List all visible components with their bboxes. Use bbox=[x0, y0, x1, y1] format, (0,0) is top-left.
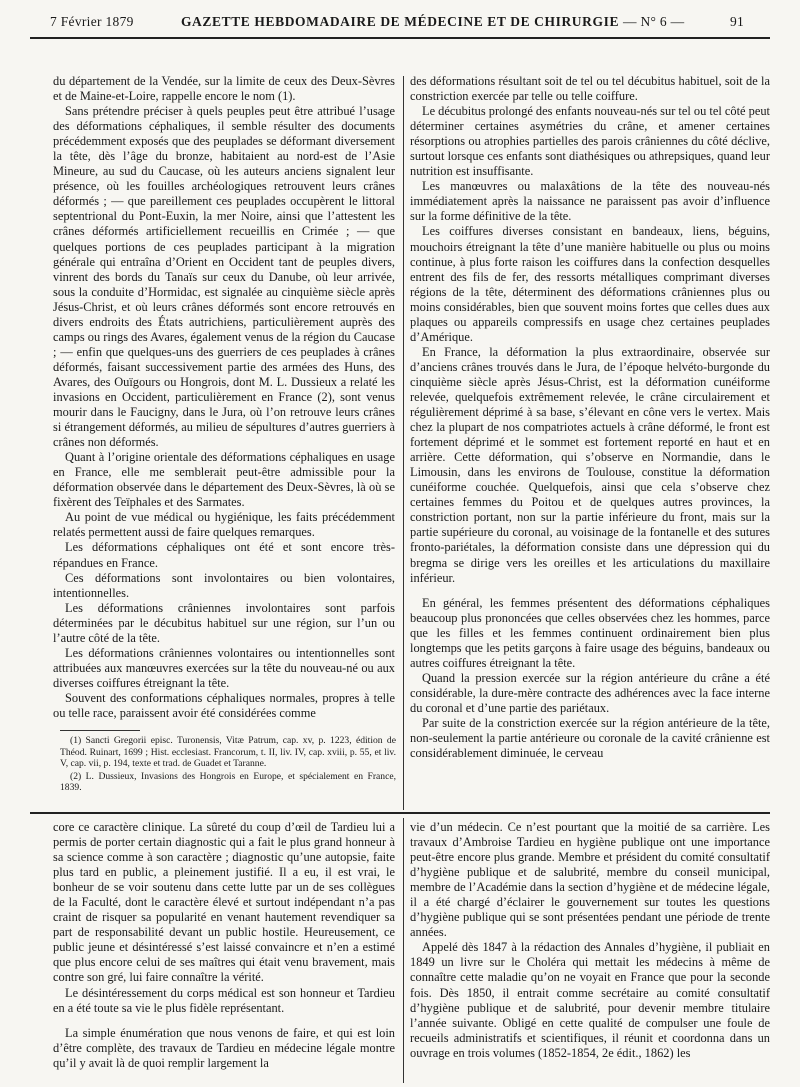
article-column-left bbox=[53, 74, 395, 728]
paragraph: Quand la pression exercée sur la région antérieure du crâne a été considérable, la dure-mère contracte des adhérences avec la face interne du coronal et d’une partie des pariétaux. bbox=[410, 670, 770, 715]
paragraph: Le désintéressement du corps médical est son honneur et Tardieu en a été toute sa vie le plus fidèle représentant. bbox=[53, 985, 395, 1015]
paragraph: vie d’un médecin. Ce n’est pourtant que la moitié de sa carrière. Les travaux d’Ambroise Tardieu en hygiène publique ont une importance peut-être encore plus grande. Membre et président du comité consultatif d’hygiène publique et de salubrité, membre du conseil municipal, membre de l’Académie dans la section d’hygiène et de médecine légale, il a été chargé d’éclairer le gouvernement sur toutes les questions d’hygiène publique qui se sont présentées pendant une période de trente années. bbox=[410, 820, 770, 940]
paragraph: Souvent des conformations céphaliques normales, propres à telle ou telle race, paraissent avoir été considérées comme bbox=[53, 690, 395, 720]
page-header bbox=[0, 0, 800, 38]
paragraph: Les déformations crâniennes volontaires ou intentionnelles sont attribuées aux manœuvres exercées sur la tête du nouveau-né ou aux diverses coiffures étreignant la tête. bbox=[53, 645, 395, 690]
paragraph: Les coiffures diverses consistant en bandeaux, liens, béguins, mouchoirs étreignant la tête d’une manière habituelle ou plus ou moins continue, à plus forte raison les coiffures dans la confection desquelles entrent des fils de fer, des ressorts métalliques comprimant diverses régions de la tête, déterminent des déformations crâniennes plus ou moins considérables, bien que souvent moins fortes que celles dues aux plaques ou appareils compressifs en usage chez certaines peuplades d’Amérique. bbox=[410, 224, 770, 344]
obituary-column-left bbox=[53, 820, 395, 1082]
column-divider-bottom bbox=[403, 818, 404, 1083]
paragraph: Par suite de la constriction exercée sur la région antérieure de la tête, non-seulement la partie antérieure ou coronale de la cavité crânienne est considérablement diminuée, le cerveau bbox=[410, 715, 770, 761]
page-number: 91 bbox=[730, 14, 745, 29]
section-separator bbox=[30, 812, 770, 814]
paragraph: Ces déformations sont involontaires ou bien volontaires, intentionnelles. bbox=[53, 570, 395, 600]
paragraph: Les déformations céphaliques ont été et sont encore très-répandues en France. bbox=[53, 540, 395, 570]
paragraph: Au point de vue médical ou hygiénique, les faits précédemment relatés permettent aussi de faire quelques remarques. bbox=[53, 510, 395, 540]
paragraph: La simple énumération que nous venons de faire, et qui est loin d’être complète, des travaux de Tardieu en médecine légale montre qu’il y avait là de quoi remplir largement la bbox=[53, 1025, 395, 1070]
paragraph: Les déformations crâniennes involontaires sont parfois déterminées par le décubitus habituel sur une région, sur l’un ou l’autre côté de la tête. bbox=[53, 600, 395, 645]
footnote: (1) Sancti Gregorii episc. Turonensis, Vitæ Patrum, cap. xv, p. 1223, édition de Théod. Ruinart, 1699 ; Hist. ecclesiast. Francorum, t. II, liv. IV, cap. xviii, p. 55, et liv. V, cap. vii, p. 194, texte et trad. de Guadet et Taranne. bbox=[60, 735, 396, 770]
journal-title: GAZETTE HEBDOMADAIRE DE MÉDECINE ET DE CHIRURGIE bbox=[180, 14, 620, 29]
footnote: (2) L. Dussieux, Invasions des Hongrois en Europe, et spécialement en France, 1839. bbox=[60, 770, 396, 794]
paragraph: En France, la déformation la plus extraordinaire, observée sur d’anciens crânes trouvés dans le Jura, de l’époque helvéto-burgonde du cinquième siècle après Jésus-Christ, est la déformation cunéiforme relevée, quelquefois extrêmement relevée, le crâne circulairement et régulièrement déprimé à sa base, s’élevant en cône vers le vertex. Mais chez la plupart de nos compatriotes actuels à crâne déformé, le front est fortement déprimé et le sommet est fortement reporté en haut et en arrière. Cette déformation, qui s’observe en Normandie, dans le Limousin, dans les environs de Toulouse, constitue la déformation cunéiforme couchée. Quelquefois, ainsi que cela s’observe chez certaines femmes du Poitou et de quelques autres provinces, la constriction portant, non sur la partie inférieure du front, mais sur la partie supérieure du coronal, au voisinage de la fontanelle et des sutures fronto-pariétales, la déformation consiste dans une dépression qui du bregma se dirige vers les oreilles et les articulations du maxillaire inférieur. bbox=[410, 344, 770, 585]
footnotes bbox=[60, 735, 396, 795]
paragraph: Quant à l’origine orientale des déformations céphaliques en usage en France, elle me semblerait peut-être admissible pour la déformation observée dans le département des Deux-Sèvres, là où se fixèrent des Teïphales et des Sarmates. bbox=[53, 450, 395, 510]
paragraph: Sans prétendre préciser à quels peuples peut être attribué l’usage des déformations céphaliques, il semble résulter des documents précédemment exposés que des peuplades se déformant diversement la tête, dès l’âge du bronze, habitaient au nord-est de l’Asie Mineure, au sud du Caucase, où les auteurs anciens signalent leur présence, où les fouilles archéologiques retrouvent leurs crânes déformés ; — que pareillement ces peuplades occupèrent le littoral septentrional du Pont-Euxin, la mer Noire, ainsi que l’attestent les crânes déformés artificiellement recueillis en Crimée ; — que quelques portions de ces peuplades participant à la migration générale qui entraîna d’Orient en Occident tant de peuples divers, vinrent des bords du Tanaïs sur ceux du Danube, où leur arrivée, sous la conduite d’Hormidac, est signalée au cinquième siècle après Jésus-Christ, et où leurs crânes déformés sont encore retrouvés en divers endroits des États autrichiens, particulièrement auprès des camps ou rings des Avares, également venus de la région du Caucase ; — enfin que quelques-uns des guerriers de ces peuplades à crânes déformés, faisant successivement partie des armées des Huns, des Avares, des Ouïgours ou Hongrois, dont M. L. Dussieux a relaté les invasions en Occident, particulièrement en France (2), sont venus mourir dans le Faucigny, dans le Jura, où l’on retrouve leurs crânes si étrangement déformés, au milieu de sépultures d’autres guerriers à crânes non déformés. bbox=[53, 104, 395, 450]
header-rule bbox=[30, 37, 770, 39]
paragraph: Les manœuvres ou malaxâtions de la tête des nouveau-nés immédiatement après la naissance ne paraissent pas avoir d’influence sur la forme définitive de la tête. bbox=[410, 179, 770, 224]
issue-number: — N° 6 — bbox=[623, 14, 685, 29]
obituary-column-right bbox=[410, 820, 770, 1082]
paragraph: des déformations résultant soit de tel ou tel décubitus habituel, soit de la constriction exercée par telle ou telle coiffure. bbox=[410, 74, 770, 104]
paragraph: Le décubitus prolongé des enfants nouveau-nés sur tel ou tel côté peut déterminer certaines asymétries du crâne, et amener certaines résorptions ou atrophies partielles des parois crâniennes du côté déclive, surtout lorsque ces enfants sont diathésiques ou athrepsiques, quand leur nutrition est insuffisante. bbox=[410, 104, 770, 179]
paragraph: En général, les femmes présentent des déformations céphaliques beaucoup plus prononcées que celles observées chez les hommes, parce que les filles et les femmes continuent ordinairement bien plus longtemps que les petits garçons à faire usage des béguins, bandeaux ou autres coiffures étreignant la tête. bbox=[410, 595, 770, 670]
paragraph: core ce caractère clinique. La sûreté du coup d’œil de Tardieu lui a permis de porter certain diagnostic qui a fait le plus grand honneur à sa science comme à son caractère ; diagnostic qu’une autopsie, faite plus tard en public, a pleinement justifié. Il a eu, il est vrai, le bonheur de se voir soutenu dans cette lutte par un de ses collègues de la Faculté, dont le caractère élevé et surtout indépendant n’a pas craint de risquer sa popularité en venant hautement revendiquer sa part de responsabilité devant un public hostile. Heureusement, ce public jeune et désintéressé s’est laissé convaincre et n’en a estimé que plus encore celui de ses maîtres qui était venu bravement, mais contre son gré, lui faire connaître la vérité. bbox=[53, 820, 395, 985]
issue-date: 7 Février 1879 bbox=[50, 14, 134, 29]
column-divider-top bbox=[403, 76, 404, 810]
paragraph: Appelé dès 1847 à la rédaction des Annales d’hygiène, il publiait en 1849 un livre sur le Choléra qui mettait les médecins à même de connaître cette maladie qu’on ne voyait en France que pour la seconde fois. Dès 1850, il entrait comme secrétaire au comité consultatif d’hygiène publique et de salubrité, pour devenir membre titulaire l’année suivante. Obligé en cette qualité de compulser une foule de recueils administratifs et scientifiques, il réunit et coordonna dans un ouvrage en trois volumes (1852-1854, 2e édit., 1862) les bbox=[410, 940, 770, 1060]
paragraph: du département de la Vendée, sur la limite de ceux des Deux-Sèvres et de Maine-et-Loire, rappelle encore le nom (1). bbox=[53, 74, 395, 104]
footnote-rule bbox=[60, 730, 140, 731]
article-column-right bbox=[410, 74, 770, 809]
